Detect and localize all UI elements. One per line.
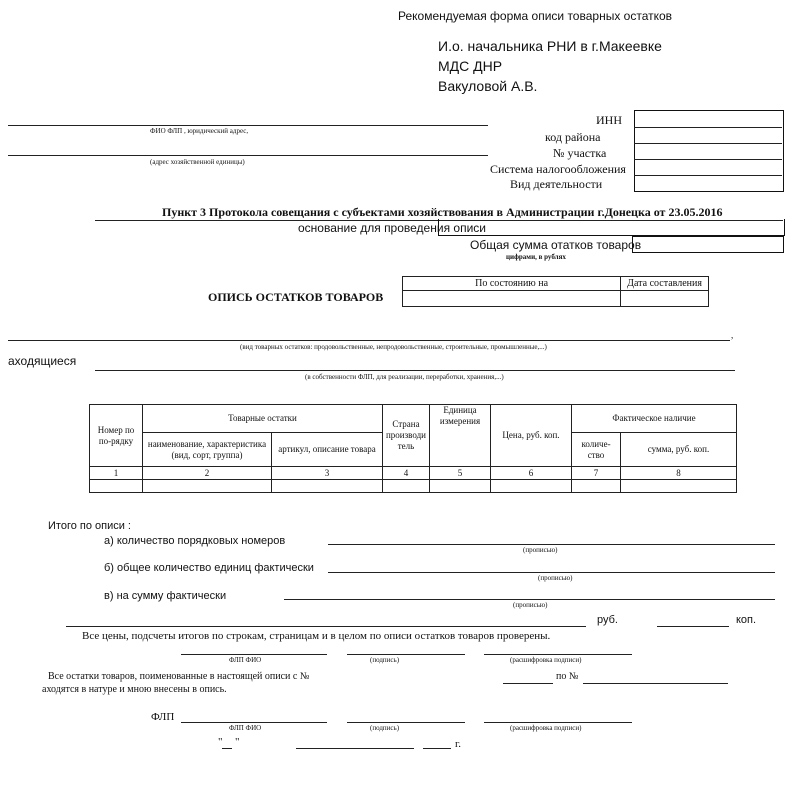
date-quote-close: " [235,736,240,748]
totals-c-caption: (прописью) [513,601,548,609]
types-line[interactable] [8,340,730,341]
decoding-caption-2: (расшифровка подписи) [510,724,582,732]
date-made-cell[interactable] [621,291,709,307]
located-line-text: аходятся в натуре и мною внесены в опись. [42,684,227,695]
region-code-label: код района [545,130,601,144]
rub-label: руб. [597,614,618,626]
signature-line-2[interactable] [347,722,465,723]
totals-title: Итого по описи : [48,520,131,532]
totals-a: а) количество порядковых номеров [104,535,286,547]
col-num-4: 4 [383,467,430,480]
total-label: Общая сумма отатков товаров [470,238,642,252]
to-no-line[interactable] [583,683,728,684]
basis-box[interactable] [438,219,785,236]
recipient-line-1: И.о. начальника РНИ в г.Макеевке [438,38,662,54]
checked-text: Все цены, подсчеты итогов по строкам, страницам и в целом по описи остатков товаров проверены. [82,630,551,642]
inventory-table [89,404,737,493]
tax-system-label: Система налогообложения [490,162,626,176]
table-row[interactable] [90,480,737,493]
total-caption: цифрами, в рублях [506,253,566,261]
address-line[interactable] [8,155,488,156]
protocol-text: Пункт 3 Протокола совещания с субъектами хозяйствования в Администрации г.Донецка от 23.05.2016 [162,205,723,219]
h-article: артикул, описание товара [272,433,383,467]
activity-label: Вид деятельности [510,177,603,191]
h-unit: Единица измерения [430,405,491,467]
h-num: Номер по по-рядку [90,405,143,467]
ownership-caption: (в собственности ФЛП, для реализации, переработки, хранения,...) [305,373,504,381]
totals-a-line[interactable] [328,544,775,545]
address-caption: (адрес хозяйственной единицы) [150,158,245,166]
ownership-line[interactable] [95,370,735,371]
totals-a-caption: (прописью) [523,546,558,554]
recipient-line-3: Вакуловой А.В. [438,78,538,94]
from-no-line[interactable] [503,683,553,684]
date-month-line[interactable] [296,748,414,749]
as-of-label: По состоянию на [403,277,621,291]
all-goods-text: Все остатки товаров, поименованные в настоящей описи с № [48,671,310,682]
flp-label: ФЛП [151,711,175,723]
decoding-line-1[interactable] [484,654,632,655]
h-qty: количе-ство [572,433,621,467]
signature-caption-1: (подпись) [370,656,400,664]
form-title: Рекомендуемая форма описи товарных остатков [398,9,673,23]
flp-fio-caption-1: ФЛП ФИО [229,656,262,664]
totals-c-line[interactable] [284,599,775,600]
flp-fio-caption-2: ФЛП ФИО [229,724,262,732]
year-label: г. [455,738,462,750]
h-actual: Фактическое наличие [572,405,737,433]
decoding-caption-1: (расшифровка подписи) [510,656,582,664]
date-made-label: Дата составления [621,277,709,291]
types-caption: (вид товарных остатков: продовольственные, непродовольственные, строительные, промышленные,...) [240,343,547,351]
col-num-5: 5 [430,467,491,480]
totals-b-caption: (прописью) [538,574,573,582]
signature-line-1[interactable] [347,654,465,655]
total-sum-box[interactable] [632,236,784,253]
recipient-line-2: МДС ДНР [438,58,503,74]
col-num-6: 6 [491,467,572,480]
totals-c: в) на сумму фактически [104,590,227,602]
totals-b-line[interactable] [328,572,775,573]
state-table [402,276,709,307]
inn-label: ИНН [596,113,622,127]
totals-b: б) общее количество единиц фактически [104,562,314,574]
fields-box[interactable] [634,110,784,192]
h-name: наименование, характеристика (вид, сорт, группа) [143,433,272,467]
col-num-2: 2 [143,467,272,480]
signature-caption-2: (подпись) [370,724,400,732]
h-sum: сумма, руб. коп. [621,433,737,467]
fio-line[interactable] [8,125,488,126]
types-comma: , [731,330,734,340]
basis-caption: основание для проведения описи [298,221,486,235]
col-num-8: 8 [621,467,737,480]
date-quote-open: " [218,736,223,748]
sum-words-line[interactable] [66,626,586,627]
date-year-line[interactable] [423,748,451,749]
fio-caption: ФИО ФЛП , юридический адрес, [150,127,249,135]
h-goods: Товарные остатки [143,405,383,433]
flp-fio-line-1[interactable] [181,654,327,655]
located-label: аходящиеся [8,354,77,368]
to-no-label: по № [556,671,579,682]
decoding-line-2[interactable] [484,722,632,723]
h-country: Страна производи тель [383,405,430,467]
kop-line[interactable] [657,626,729,627]
inventory-title: ОПИСЬ ОСТАТКОВ ТОВАРОВ [208,290,384,304]
date-day-line[interactable] [222,748,232,749]
section-no-label: № участка [553,146,607,160]
flp-fio-line-2[interactable] [181,722,327,723]
col-num-3: 3 [272,467,383,480]
h-price: Цена, руб. коп. [491,405,572,467]
col-num-7: 7 [572,467,621,480]
col-num-1: 1 [90,467,143,480]
kop-label: коп. [736,614,757,626]
as-of-cell[interactable] [403,291,621,307]
